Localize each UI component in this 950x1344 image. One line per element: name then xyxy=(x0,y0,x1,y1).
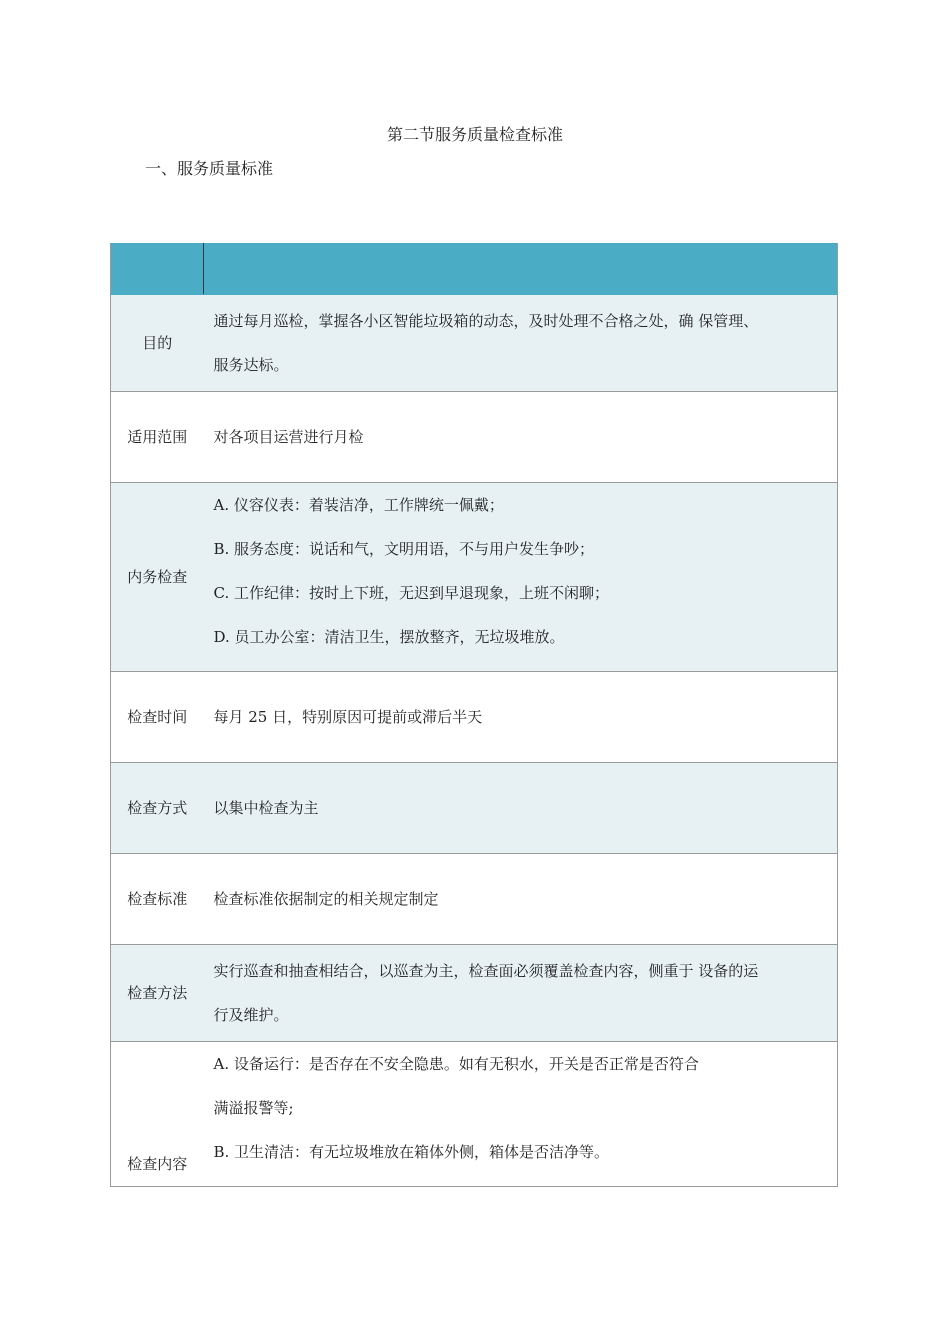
quality-standard-table xyxy=(110,243,838,1187)
header-label-cell xyxy=(111,244,204,295)
row-content-check-standard xyxy=(204,854,838,945)
table-row xyxy=(111,945,838,1042)
content-line: B. 服务态度：说话和气，文明用语，不与用户发生争吵； xyxy=(213,540,595,558)
content-line: 行及维护。 xyxy=(213,1006,289,1024)
content-line: A. 仪容仪表：着装洁净，工作牌统一佩戴； xyxy=(213,496,504,514)
content-line: D. 员工办公室：清洁卫生，摆放整齐，无垃圾堆放。 xyxy=(213,628,565,646)
row-label-check-mode: 检查方式 xyxy=(111,763,204,854)
row-label-scope: 适用范围 xyxy=(111,392,204,483)
content-line: 实行巡查和抽查相结合，以巡查为主，检查面必须覆盖检查内容，侧重于 设备的运 xyxy=(213,962,759,980)
section-heading: 一、服务质量标准 xyxy=(145,159,274,178)
row-content-scope xyxy=(204,392,838,483)
row-label-check-content: 检查内容 xyxy=(111,1042,204,1187)
table-row xyxy=(111,672,838,763)
table-row xyxy=(111,854,838,945)
content-line: 满溢报警等; xyxy=(213,1099,294,1117)
content-line: 服务达标。 xyxy=(213,356,289,374)
row-label-internal-check: 内务检查 xyxy=(111,483,204,672)
table-row xyxy=(111,1042,838,1187)
row-content-check-method xyxy=(204,945,838,1042)
row-content-internal-check xyxy=(204,483,838,672)
content-line: 对各项目运营进行月检 xyxy=(213,428,364,446)
content-line: 每月 25 日，特别原因可提前或滞后半天 xyxy=(213,708,483,726)
row-label-check-time: 检查时间 xyxy=(111,672,204,763)
content-line: C. 工作纪律：按时上下班，无迟到早退现象，上班不闲聊； xyxy=(213,584,609,602)
content-line: A. 设备运行：是否存在不安全隐患。如有无积水，开关是否正常是否符合 xyxy=(213,1055,699,1073)
table-header-row xyxy=(111,244,838,295)
content-line: 通过每月巡检，掌握各小区智能垃圾箱的动态，及时处理不合格之处，确 保管理、 xyxy=(213,312,759,330)
row-label-purpose: 目的 xyxy=(111,295,204,392)
row-label-check-method: 检查方法 xyxy=(111,945,204,1042)
row-content-check-content xyxy=(204,1042,838,1187)
header-content-cell xyxy=(204,244,838,295)
row-label-check-standard: 检查标准 xyxy=(111,854,204,945)
row-content-purpose xyxy=(204,295,838,392)
table-row xyxy=(111,483,838,672)
table-row xyxy=(111,763,838,854)
page-title: 第二节服务质量检查标准 xyxy=(386,125,563,144)
table-row xyxy=(111,295,838,392)
row-content-check-mode xyxy=(204,763,838,854)
table-row xyxy=(111,392,838,483)
content-line: B. 卫生清洁：有无垃圾堆放在箱体外侧，箱体是否洁净等。 xyxy=(213,1143,610,1161)
row-content-check-time xyxy=(204,672,838,763)
content-line: 检查标准依据制定的相关规定制定 xyxy=(213,890,439,908)
content-line: 以集中检查为主 xyxy=(213,799,319,817)
